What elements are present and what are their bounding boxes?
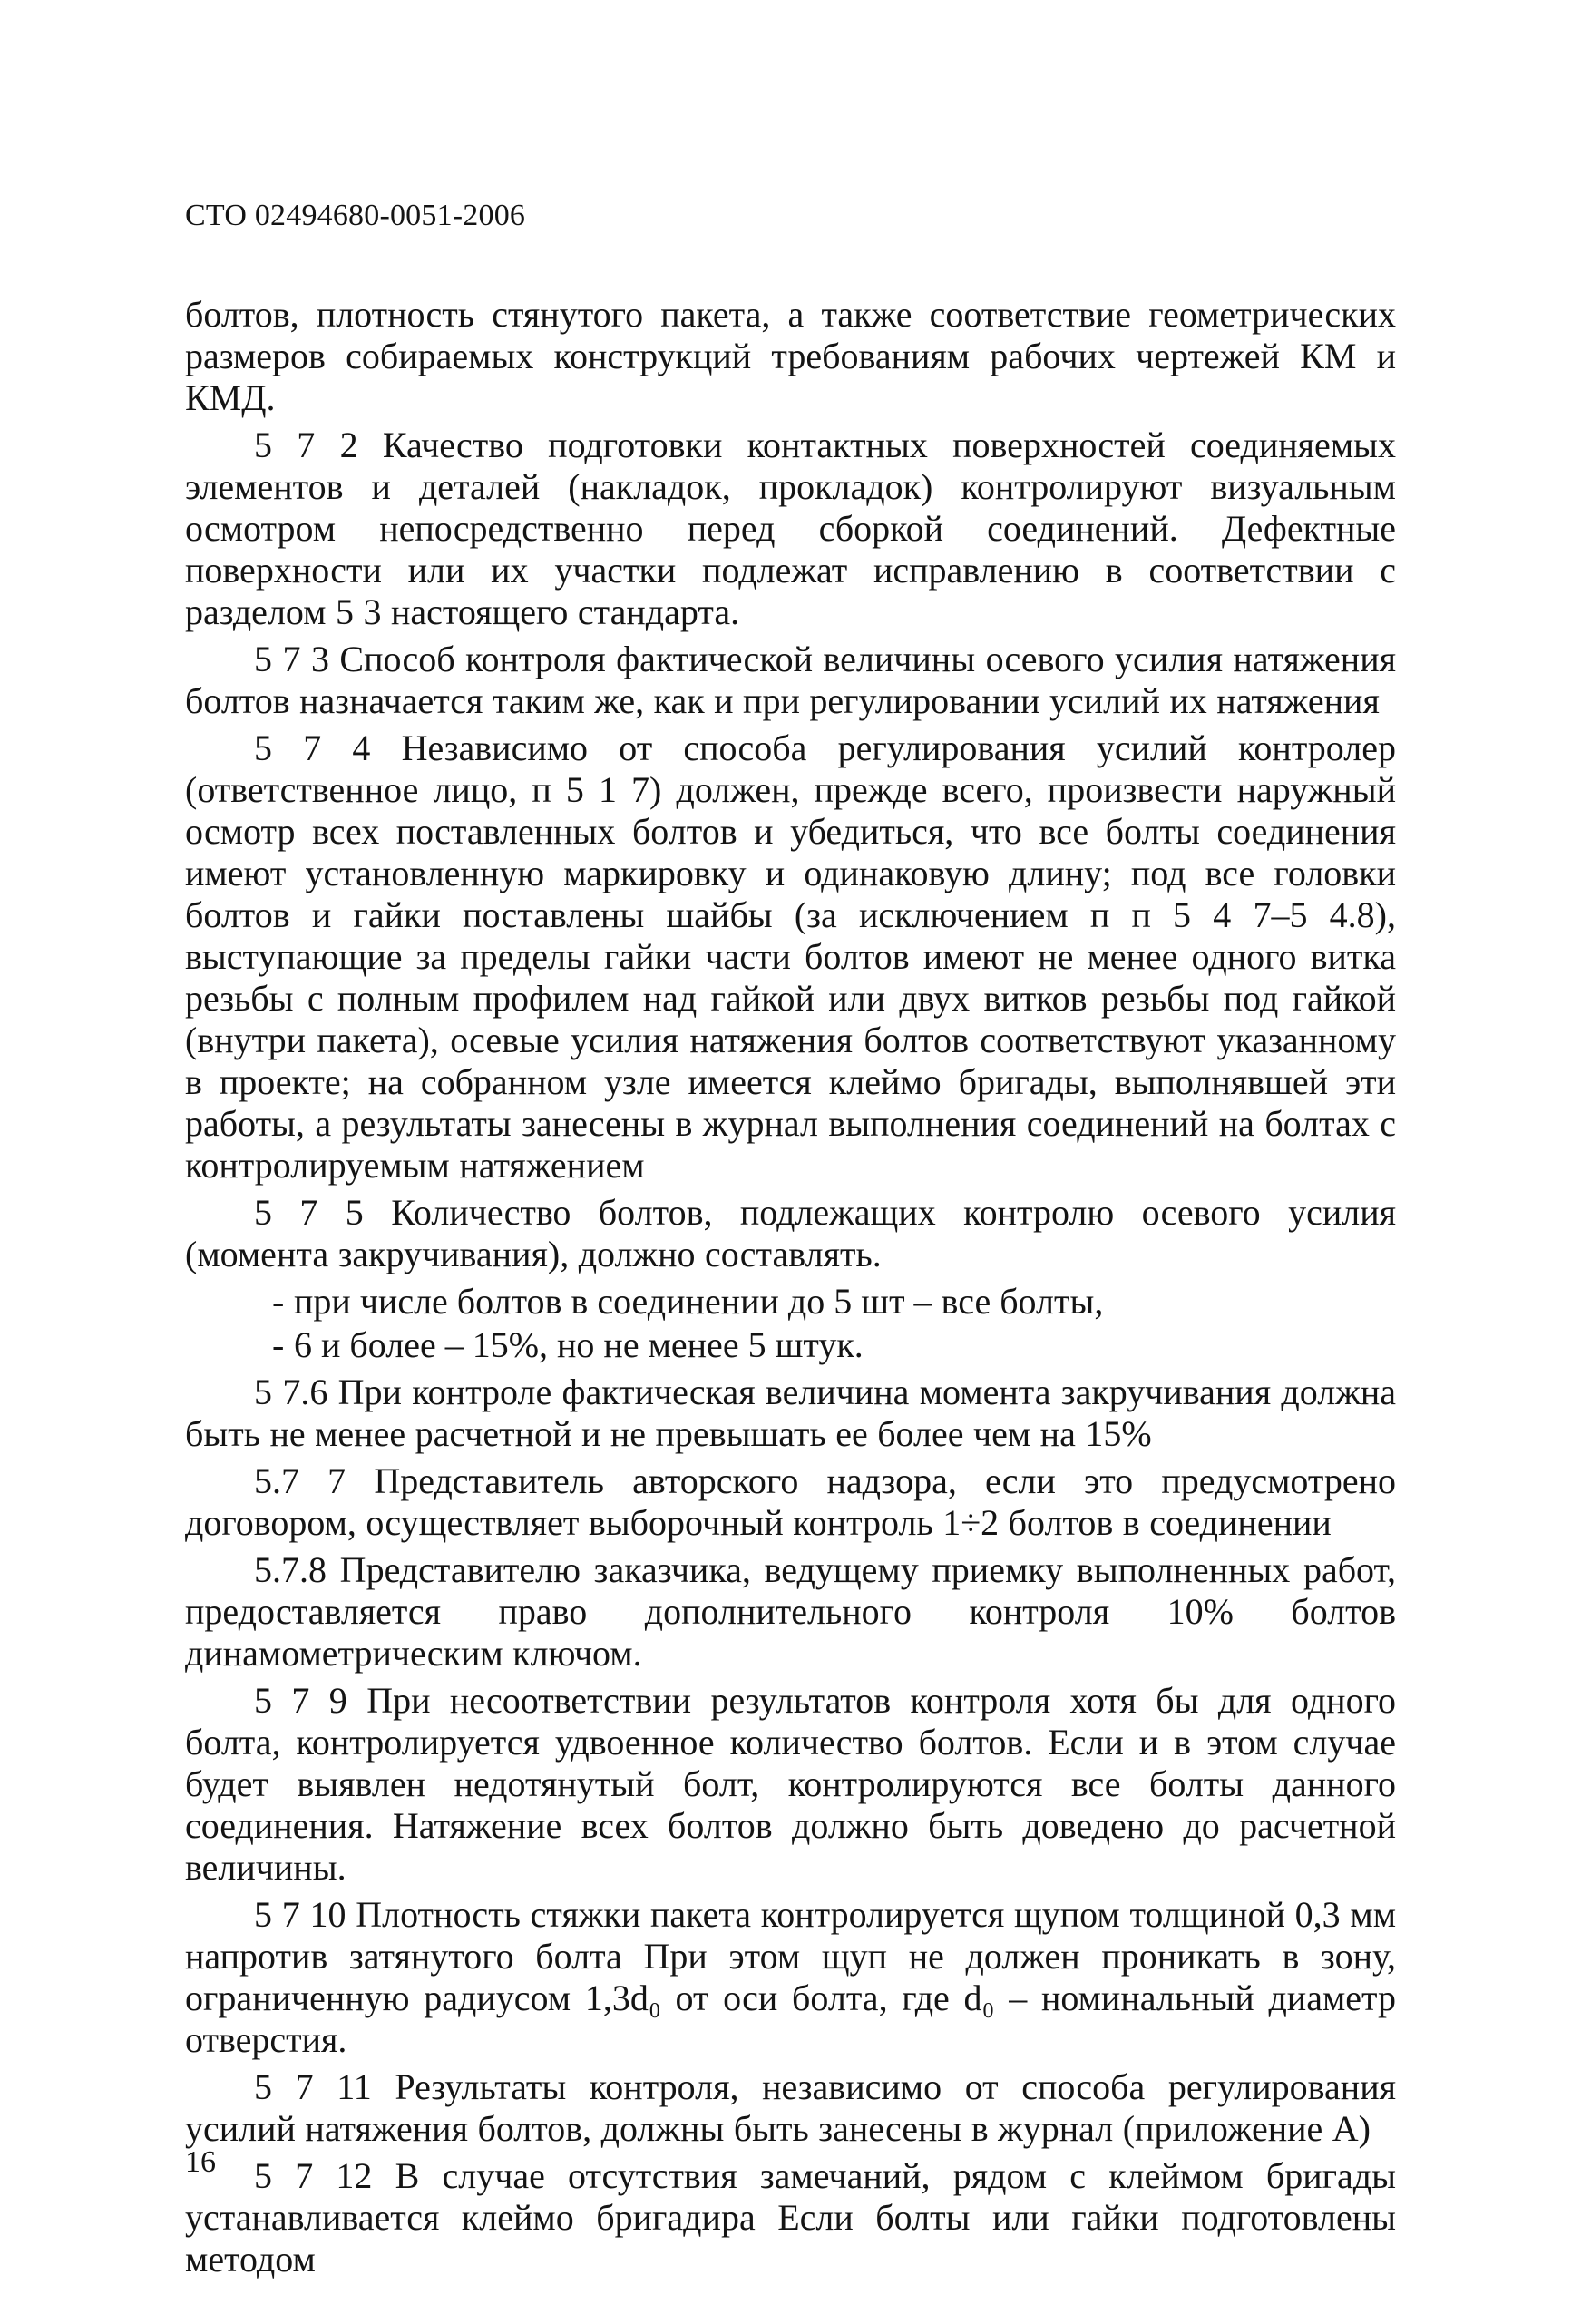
paragraph-5-7-9: 5 7 9 При несоответствии результатов контроля хотя бы для одного болта, контролируется удвоенное количество болтов. Если и в этом случае будет выявлен недотянутый болт, контролируются все болты данного соединения. Натяжение всех болтов должно быть доведено до расчетной величины.	[185, 1680, 1396, 1888]
paragraph-5-7-4: 5 7 4 Независимо от способа регулирования усилий контролер (ответственное лицо, п 5 1 7) должен, прежде всего, произвести наружный осмотр всех поставленных болтов и убедиться, что все болты соединения имеют установленную маркировку и одинаковую длину; под все головки болтов и гайки поставлены шайбы (за исключением п п 5 4 7–5 4.8), выступающие за пределы гайки части болтов имеют не менее одного витка резьбы с полным профилем над гайкой или двух витков резьбы под гайкой (внутри пакета), осевые усилия натяжения болтов соответствуют указанному в проекте; на собранном узле имеется клеймо бригады, выполнявшей эти работы, а результаты занесены в журнал выполнения соединений на болтах с контролируемым натяжением	[185, 727, 1396, 1186]
paragraph-5-7-6: 5 7.6 При контроле фактическая величина момента закручивания должна быть не менее расчетной и не превышать ее более чем на 15%	[185, 1372, 1396, 1454]
paragraph-5-7-12: 5 7 12 В случае отсутствия замечаний, рядом с клеймом бригады устанавливается клеймо бригадира Если болты или гайки подготовлены методом	[185, 2155, 1396, 2280]
paragraph-5-7-10: 5 7 10 Плотность стяжки пакета контролируется щупом толщиной 0,3 мм напротив затянутого болта При этом щуп не должен проникать в зону, ограниченную радиусом 1,3d₀ от оси болта, где d₀ – номинальный диаметр отверстия.	[185, 1894, 1396, 2060]
paragraph-5-7-2: 5 7 2 Качество подготовки контактных поверхностей соединяемых элементов и деталей (накладок, прокладок) контролируют визуальным осмотром непосредственно перед сборкой соединений. Дефектные поверхности или их участки подлежат исправлению в соответствии с разделом 5 3 настоящего стандарта.	[185, 425, 1396, 632]
document-code-header: СТО 02494680-0051-2006	[185, 199, 526, 232]
paragraph-5-7-7: 5.7 7 Представитель авторского надзора, если это предусмотрено договором, осуществляет выборочный контроль 1÷2 болтов в соединении	[185, 1460, 1396, 1543]
list-item	[185, 1281, 1396, 1323]
bolt-count-list	[185, 1281, 1396, 1366]
dash-marker: -	[272, 1324, 285, 1365]
page-number: 16	[185, 2145, 216, 2179]
paragraph-continuation: болтов, плотность стянутого пакета, а также соответствие геометрических размеров собираемых конструкций требованиям рабочих чертежей КМ и КМД.	[185, 294, 1396, 418]
paragraph-5-7-8: 5.7.8 Представителю заказчика, ведущему приемку выполненных работ, предоставляется право дополнительного контроля 10% болтов динамометрическим ключом.	[185, 1549, 1396, 1674]
paragraph-5-7-11: 5 7 11 Результаты контроля, независимо от способа регулирования усилий натяжения болтов, должны быть занесены в журнал (приложение А)	[185, 2066, 1396, 2149]
dash-marker: -	[272, 1281, 285, 1322]
paragraph-5-7-5: 5 7 5 Количество болтов, подлежащих контролю осевого усилия (момента закручивания), должно составлять.	[185, 1192, 1396, 1274]
list-item	[185, 1324, 1396, 1366]
paragraph-5-7-3: 5 7 3 Способ контроля фактической величины осевого усилия натяжения болтов назначается таким же, как и при регулировании усилий их натяжения	[185, 639, 1396, 721]
list-item-text: 6 и более – 15%, но не менее 5 штук.	[294, 1324, 864, 1365]
document-body	[185, 294, 1396, 2286]
list-item-text: при числе болтов в соединении до 5 шт – все болты,	[294, 1281, 1104, 1322]
